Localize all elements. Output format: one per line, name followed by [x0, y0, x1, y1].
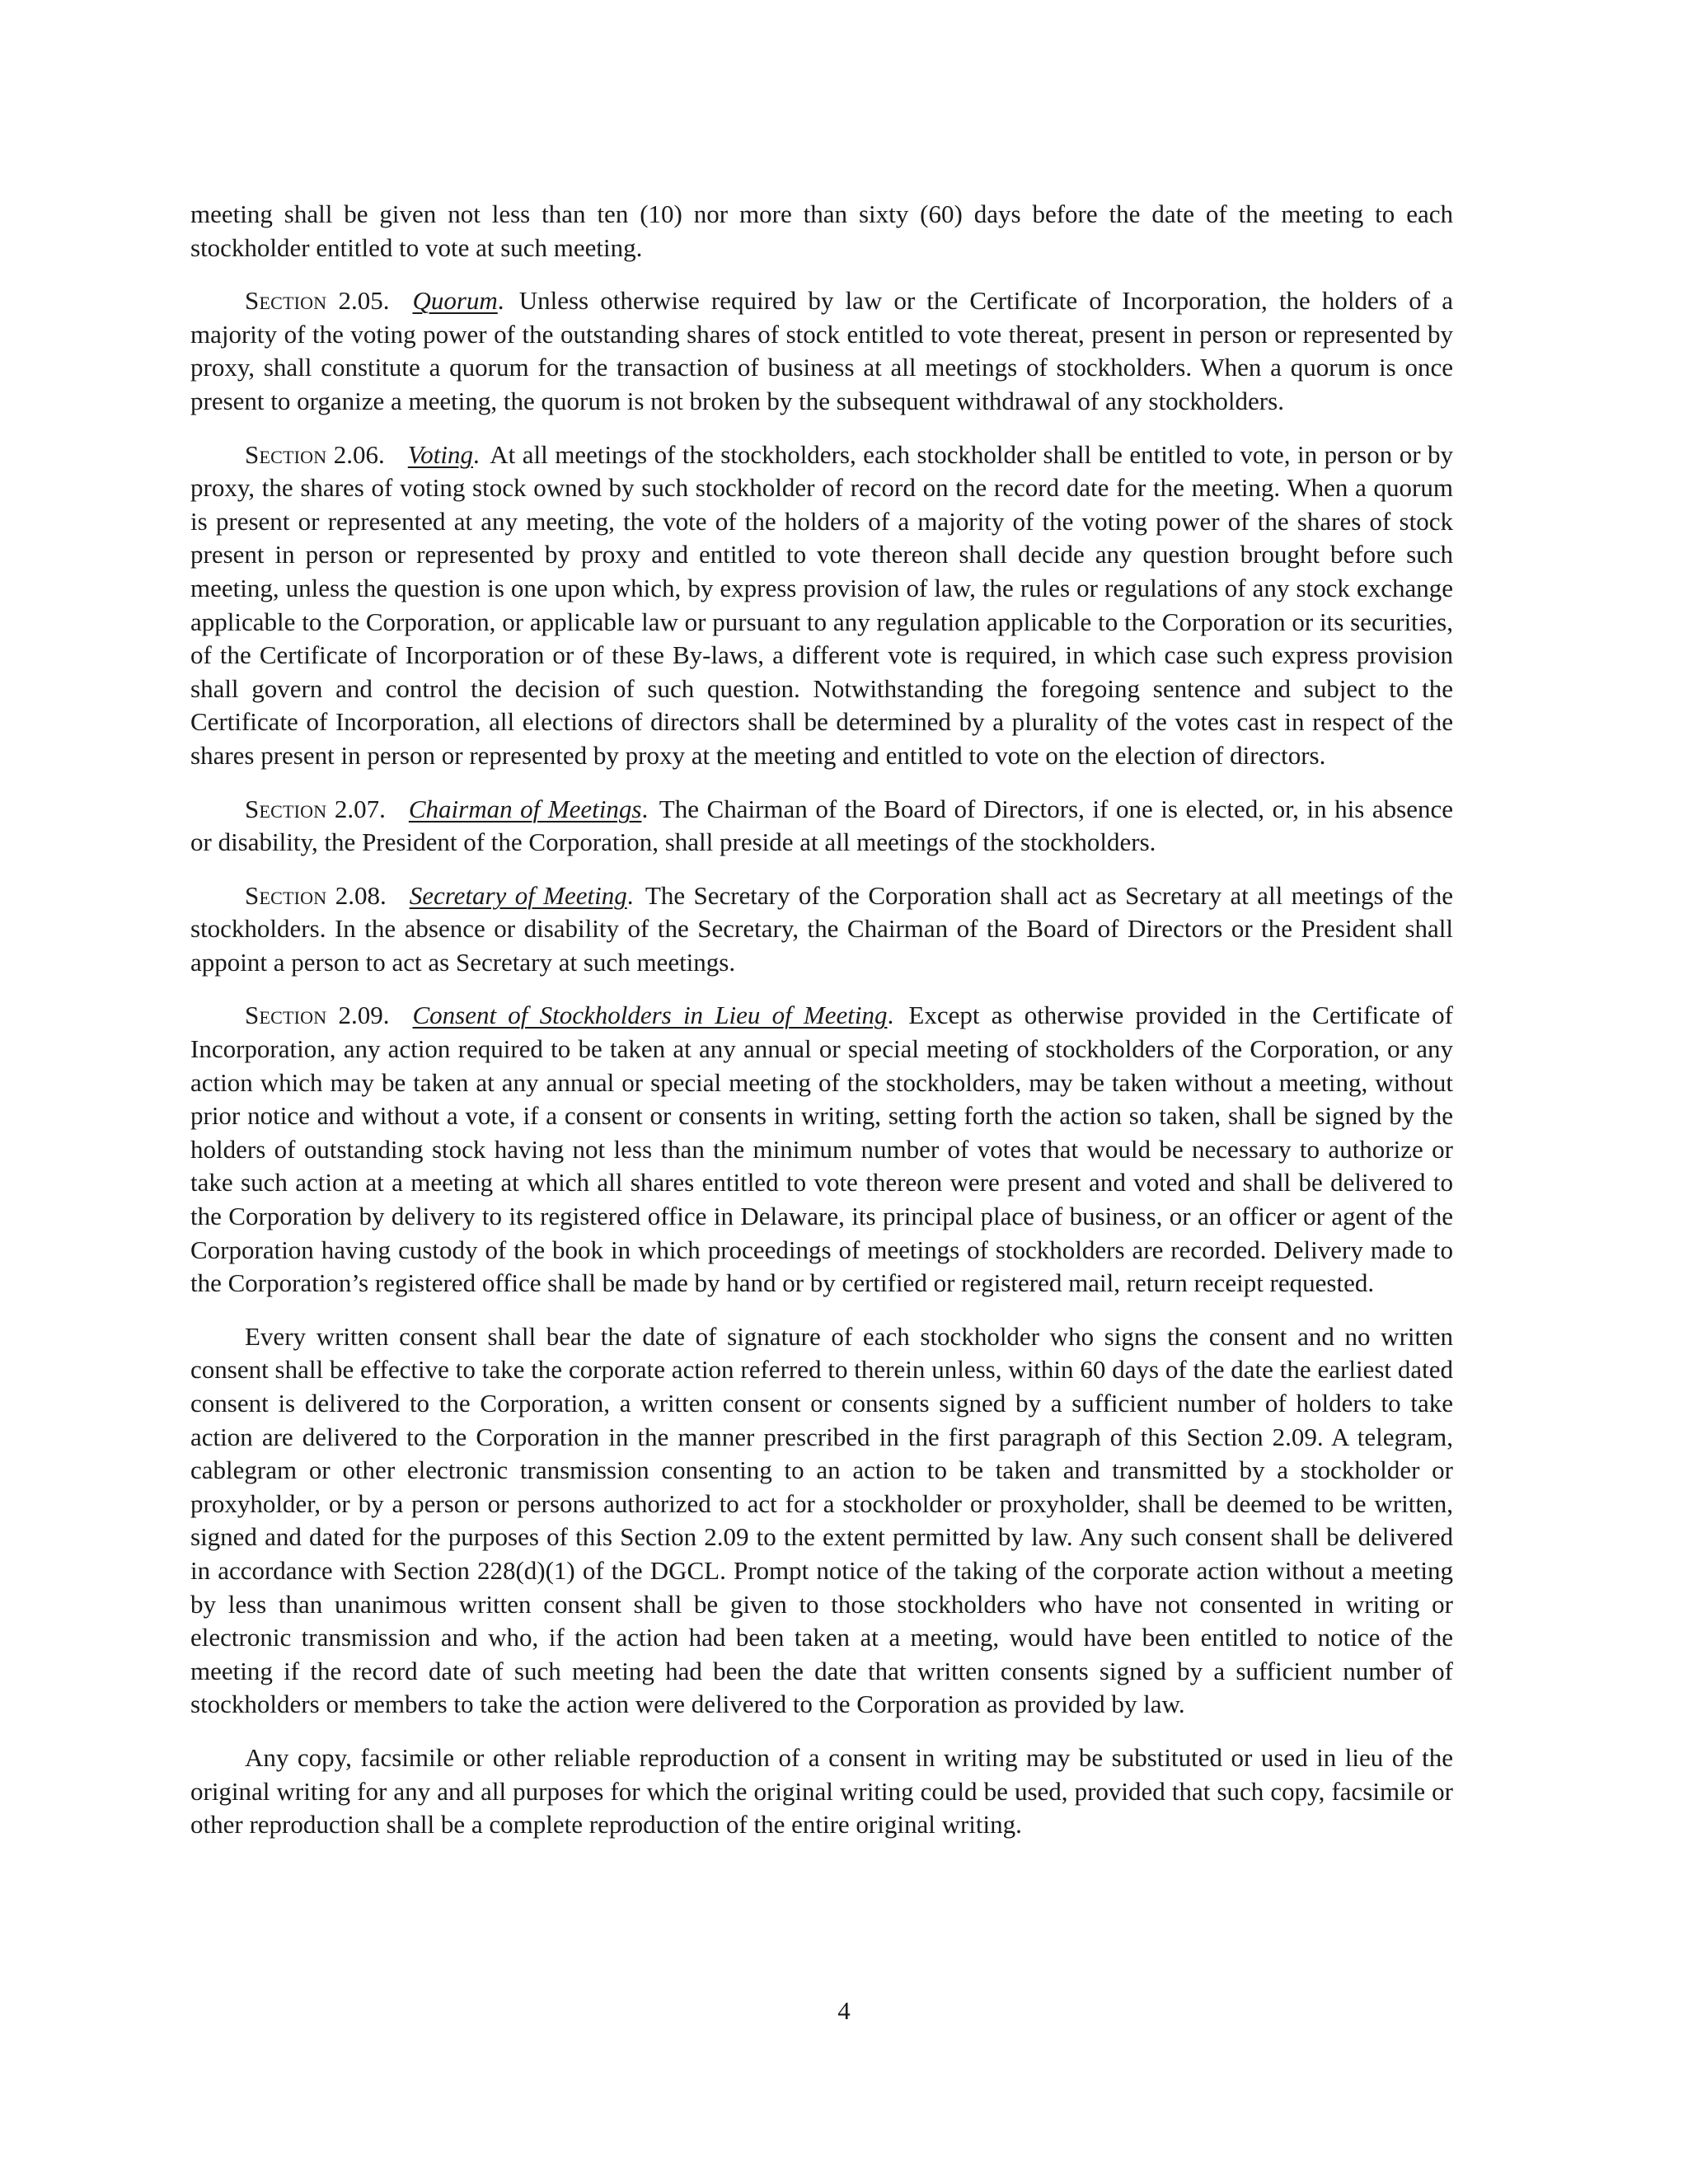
section-title: Consent of Stockholders in Lieu of Meeting	[412, 1001, 888, 1030]
section-2-08: Section 2.08. Secretary of Meeting. The Secretary of the Corporation shall act as Secretary at all meetings of the stockholders. In the absence or disability of the Secretary, the Chairman of the Board of Directors or the President shall appoint a person to act as Secretary at such meetings.	[190, 880, 1454, 977]
section-body: The Chairman of the Board of Directors, if one is elected, or, in his absence or disability, the President of the Corporation, shall preside at all meetings of the stockholders.	[190, 794, 1453, 857]
page-number: 4	[837, 1996, 851, 2025]
section-2-05: Section 2.05. Quorum. Unless otherwise required by law or the Certificate of Incorporation, the holders of a majority of the voting power of the outstanding shares of stock entitled to vote thereat, present in person or represented by proxy, shall constitute a quorum for the transaction of business at all meetings of stockholders. When a quorum is once present to organize a meeting, the quorum is not broken by the subsequent withdrawal of any stockholders.	[190, 286, 1454, 415]
section-label: Section	[245, 794, 327, 823]
section-label: Section	[245, 880, 327, 910]
section-label: Section	[245, 439, 327, 469]
section-number: 2.07.	[334, 794, 386, 823]
section-label: Section	[245, 286, 327, 316]
reproduction-paragraph: Any copy, facsimile or other reliable reproduction of a consent in writing may be substituted or used in lieu of the original writing for any and all purposes for which the original writing could be used, provided that such copy, facsimile or other reproduction shall be a complete reproduction of the entire original writing.	[190, 1742, 1453, 1840]
section-body: At all meetings of the stockholders, each stockholder shall be entitled to vote, in person or by proxy, the shares of voting stock owned by such stockholder of record on the record date for the meeting. When a quorum is present or represented at any meeting, the vote of the holders of a majority of the voting power of the shares of stock present in person or represented by proxy and entitled to vote thereon shall decide any question brought before such meeting, unless the question is one upon which, by express provision of law, the rules or regulations of any stock exchange applicable to the Corporation, or applicable law or pursuant to any regulation applicable to the Corporation or its securities, of the Certificate of Incorporation or of these By-laws, a different vote is required, in which case such express provision shall govern and control the decision of such question. Notwithstanding the foregoing sentence and subject to the Certificate of Incorporation, all elections of directors shall be determined by a plurality of the votes cast in respect of the shares present in person or represented by proxy at the meeting and entitled to vote on the election of directors.	[190, 439, 1453, 770]
section-number: 2.05.	[338, 286, 390, 316]
section-2-06: Section 2.06. Voting. At all meetings of the stockholders, each stockholder shall be entitled to vote, in person or by proxy, the shares of voting stock owned by such stockholder of record on the record date for the meeting. When a quorum is present or represented at any meeting, the vote of the holders of a majority of the voting power of the shares of stock present in person or represented by proxy and entitled to vote thereon shall decide any question brought before such meeting, unless the question is one upon which, by express provision of law, the rules or regulations of any stock exchange applicable to the Corporation, or applicable law or pursuant to any regulation applicable to the Corporation or its securities, of the Certificate of Incorporation or of these By-laws, a different vote is required, in which case such express provision shall govern and control the decision of such question. Notwithstanding the foregoing sentence and subject to the Certificate of Incorporation, all elections of directors shall be determined by a plurality of the votes cast in respect of the shares present in person or represented by proxy at the meeting and entitled to vote on the election of directors.	[190, 439, 1453, 770]
document-page	[190, 198, 1453, 1862]
section-body: The Secretary of the Corporation shall act as Secretary at all meetings of the stockholders. In the absence or disability of the Secretary, the Chairman of the Board of Directors or the President shall appoint a person to act as Secretary at such meetings.	[190, 880, 1454, 977]
section-title: Quorum	[412, 286, 498, 316]
written-consent-paragraph: Every written consent shall bear the date of signature of each stockholder who signs the consent and no written consent shall be effective to take the corporate action referred to therein unless, within 60 days of the date the earliest dated consent is delivered to the Corporation, a written consent or consents signed by a sufficient number of holders to take action are delivered to the Corporation in the manner prescribed in the first paragraph of this Section 2.09. A telegram, cablegram or other electronic transmission consenting to an action to be taken and transmitted by a stockholder or proxyholder, or by a person or persons authorized to act for a stockholder or proxyholder, shall be deemed to be written, signed and dated for the purposes of this Section 2.09 to the extent permitted by law. Any such consent shall be delivered in accordance with Section 228(d)(1) of the DGCL. Prompt notice of the taking of the corporate action without a meeting by less than unanimous written consent shall be given to those stockholders who have not consented in writing or electronic transmission and who, if the action had been taken at a meeting, would have been entitled to notice of the meeting if the record date of such meeting had been the date that written consents signed by a sufficient number of stockholders or members to take the action were delivered to the Corporation as provided by law.	[190, 1321, 1453, 1719]
section-title: Voting	[407, 439, 474, 469]
continuation-paragraph: meeting shall be given not less than ten (10) nor more than sixty (60) days before the date of the meeting to each stockholder entitled to vote at such meeting.	[190, 199, 1453, 262]
section-body: Unless otherwise required by law or the Certificate of Incorporation, the holders of a majority of the voting power of the outstanding shares of stock entitled to vote thereat, present in person or represented by proxy, shall constitute a quorum for the transaction of business at all meetings of stockholders. When a quorum is once present to organize a meeting, the quorum is not broken by the subsequent withdrawal of any stockholders.	[190, 286, 1454, 415]
section-2-09: Section 2.09. Consent of Stockholders in Lieu of Meeting. Except as otherwise provided in the Certificate of Incorporation, any action required to be taken at any annual or special meeting of stockholders of the Corporation, or any action which may be taken at any annual or special meeting of the stockholders, may be taken without a meeting, without prior notice and without a vote, if a consent or consents in writing, setting forth the action so taken, shall be signed by the holders of outstanding stock having not less than the minimum number of votes that would be necessary to authorize or take such action at a meeting at which all shares entitled to vote thereon were present and voted and shall be delivered to the Corporation by delivery to its registered office in Delaware, its principal place of business, or an officer or agent of the Corporation having custody of the book in which proceedings of meetings of stockholders are recorded. Delivery made to the Corporation’s registered office shall be made by hand or by certified or registered mail, return receipt requested.	[190, 1001, 1454, 1298]
section-body: Except as otherwise provided in the Certificate of Incorporation, any action required to be taken at any annual or special meeting of stockholders of the Corporation, or any action which may be taken at any annual or special meeting of the stockholders, may be taken without a meeting, without prior notice and without a vote, if a consent or consents in writing, setting forth the action so taken, shall be signed by the holders of outstanding stock having not less than the minimum number of votes that would be necessary to authorize or take such action at a meeting at which all shares entitled to vote thereon were present and voted and shall be delivered to the Corporation by delivery to its registered office in Delaware, its principal place of business, or an officer or agent of the Corporation having custody of the book in which proceedings of meetings of stockholders are recorded. Delivery made to the Corporation’s registered office shall be made by hand or by certified or registered mail, return receipt requested.	[190, 1001, 1454, 1298]
section-2-07: Section 2.07. Chairman of Meetings. The Chairman of the Board of Directors, if one is elected, or, in his absence or disability, the President of the Corporation, shall preside at all meetings of the stockholders.	[190, 794, 1453, 857]
section-number: 2.06.	[333, 439, 385, 469]
section-number: 2.09.	[338, 1001, 390, 1030]
section-label: Section	[245, 1001, 327, 1030]
section-title: Secretary of Meeting	[409, 880, 627, 910]
section-number: 2.08.	[335, 880, 387, 910]
section-title: Chairman of Meetings	[408, 794, 642, 823]
